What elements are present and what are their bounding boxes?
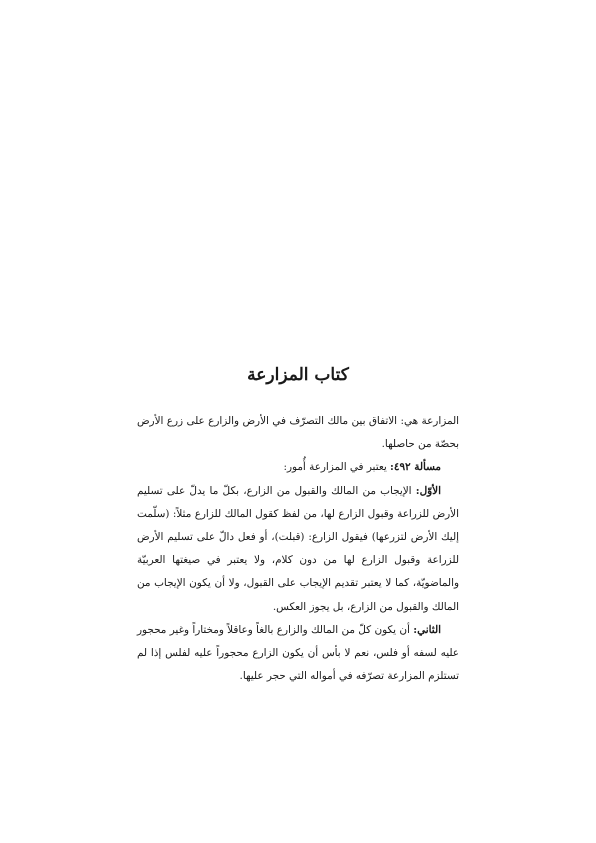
second-condition-text: أن يكون كلّ من المالك والزارع بالغاً وعاقلاً ومختاراً وغير محجور عليه لسفه أو فلس، نعم لا بأس أن يكون الزارع محجوراً عليه لفلس إذا لم تستلزم المزارعة تصرّفه في أمواله التي حجر عليها. (137, 623, 459, 683)
first-condition-text: الإيجاب من المالك والقبول من الزارع، بكلّ ما يدلّ على تسليم الأرض للزراعة وقبول الزارع لها، من لفظ كقول المالك للزارع مثلاً: (سلّمت إليك الأرض لتزرعها) فيقول الزارع: (قبلت)، أو فعل دالّ على تسليم الأرض للزراعة وقبول الزارع لها من دون كلام، ولا يعتبر في صيغتها العربيّة والماضويّة، كما لا يعتبر تقديم الإيجاب على القبول، ولا أن يكون الإيجاب من المالك والقبول من الزارع، بل يجوز العكس. (137, 484, 459, 613)
first-condition-paragraph (137, 480, 459, 619)
issue-text: يعتبر في المزارعة أُمور: (283, 461, 391, 474)
first-condition-heading: الأوّل: (415, 484, 441, 497)
issue-paragraph (137, 456, 459, 479)
second-condition-heading: الثاني: (413, 623, 441, 636)
body-text (137, 410, 459, 688)
issue-heading: مسألة ٤٩٢: (390, 461, 441, 474)
definition-paragraph: المزارعة هي: الاتفاق بين مالك التصرّف في الأرض والزارع على زرع الأرض بحصّة من حاصلها. (137, 415, 459, 451)
chapter-title: كتاب المزارعة (247, 365, 349, 385)
second-condition-paragraph (137, 619, 459, 689)
